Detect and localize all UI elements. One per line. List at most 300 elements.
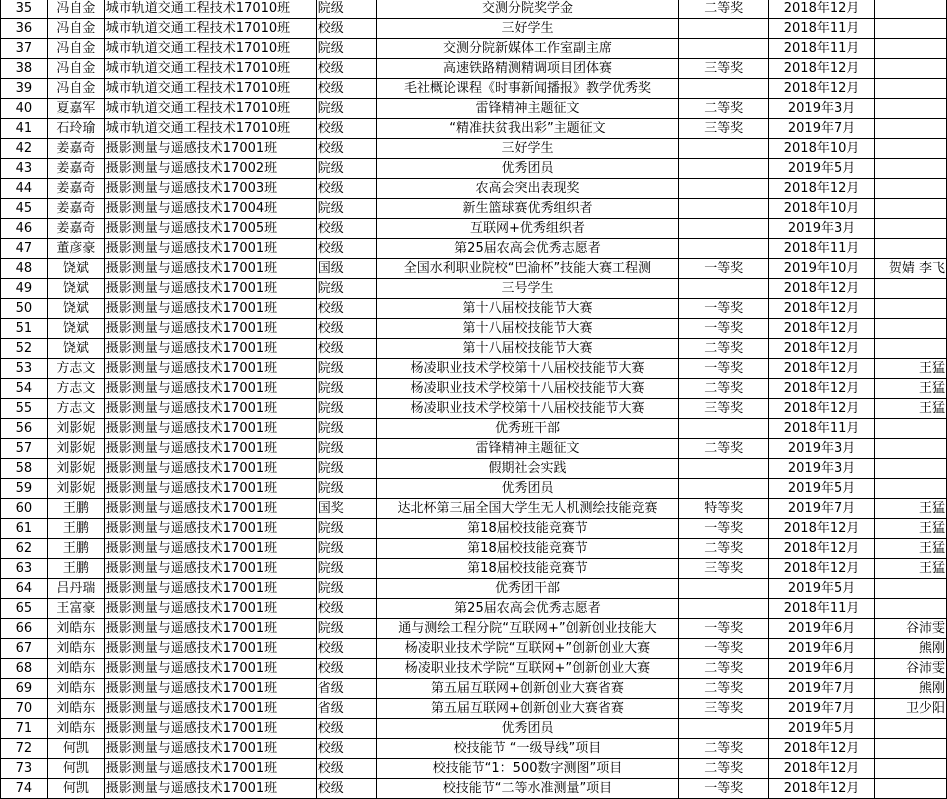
award-title-cell[interactable]: 高速铁路精测精调项目团体赛: [376, 59, 679, 79]
advisor-cell[interactable]: 王猛: [875, 359, 947, 379]
student-name-cell[interactable]: 刘皓东: [47, 619, 104, 639]
row-number-cell[interactable]: 49: [1, 279, 48, 299]
level-cell[interactable]: 院级: [316, 539, 376, 559]
award-title-cell[interactable]: 优秀团干部: [376, 579, 679, 599]
student-name-cell[interactable]: 何凯: [47, 779, 104, 799]
level-cell[interactable]: 校级: [316, 319, 376, 339]
student-name-cell[interactable]: 夏嘉军: [47, 99, 104, 119]
date-cell[interactable]: 2019年6月: [769, 659, 875, 679]
advisor-cell[interactable]: [875, 19, 947, 39]
row-number-cell[interactable]: 59: [1, 479, 48, 499]
level-cell[interactable]: 校级: [316, 659, 376, 679]
award-grade-cell[interactable]: 二等奖: [679, 759, 769, 779]
date-cell[interactable]: 2018年11月: [769, 19, 875, 39]
award-grade-cell[interactable]: [679, 719, 769, 739]
award-grade-cell[interactable]: 三等奖: [679, 399, 769, 419]
class-cell[interactable]: 城市轨道交通工程技术17010班: [104, 39, 316, 59]
level-cell[interactable]: 院级: [316, 619, 376, 639]
student-name-cell[interactable]: 刘皓东: [47, 639, 104, 659]
student-name-cell[interactable]: 王鹏: [47, 499, 104, 519]
row-number-cell[interactable]: 62: [1, 539, 48, 559]
advisor-cell[interactable]: [875, 719, 947, 739]
award-grade-cell[interactable]: 特等奖: [679, 499, 769, 519]
award-title-cell[interactable]: 第十八届校技能节大赛: [376, 299, 679, 319]
row-number-cell[interactable]: 35: [1, 0, 48, 19]
row-number-cell[interactable]: 69: [1, 679, 48, 699]
award-grade-cell[interactable]: 三等奖: [679, 699, 769, 719]
advisor-cell[interactable]: 谷沛雯: [875, 659, 947, 679]
class-cell[interactable]: 摄影测量与遥感技术17001班: [104, 139, 316, 159]
level-cell[interactable]: 院级: [316, 519, 376, 539]
award-title-cell[interactable]: 杨凌职业技术学校第十八届校技能节大赛: [376, 359, 679, 379]
student-name-cell[interactable]: 吕丹瑞: [47, 579, 104, 599]
award-title-cell[interactable]: 雷锋精神主题征文: [376, 439, 679, 459]
level-cell[interactable]: 省级: [316, 679, 376, 699]
date-cell[interactable]: 2019年7月: [769, 119, 875, 139]
class-cell[interactable]: 城市轨道交通工程技术17010班: [104, 119, 316, 139]
date-cell[interactable]: 2019年7月: [769, 699, 875, 719]
class-cell[interactable]: 城市轨道交通工程技术17010班: [104, 0, 316, 19]
row-number-cell[interactable]: 58: [1, 459, 48, 479]
advisor-cell[interactable]: [875, 459, 947, 479]
level-cell[interactable]: 校级: [316, 19, 376, 39]
student-name-cell[interactable]: 董彦豪: [47, 239, 104, 259]
student-name-cell[interactable]: 冯自金: [47, 39, 104, 59]
class-cell[interactable]: 城市轨道交通工程技术17010班: [104, 99, 316, 119]
student-name-cell[interactable]: 刘皓东: [47, 679, 104, 699]
advisor-cell[interactable]: [875, 179, 947, 199]
class-cell[interactable]: 摄影测量与遥感技术17001班: [104, 719, 316, 739]
date-cell[interactable]: 2018年12月: [769, 319, 875, 339]
class-cell[interactable]: 摄影测量与遥感技术17001班: [104, 479, 316, 499]
advisor-cell[interactable]: 谷沛雯: [875, 619, 947, 639]
row-number-cell[interactable]: 61: [1, 519, 48, 539]
student-name-cell[interactable]: 姜嘉奇: [47, 179, 104, 199]
award-title-cell[interactable]: 三好学生: [376, 19, 679, 39]
advisor-cell[interactable]: 卫少阳: [875, 699, 947, 719]
award-title-cell[interactable]: 优秀团员: [376, 159, 679, 179]
class-cell[interactable]: 城市轨道交通工程技术17010班: [104, 19, 316, 39]
award-title-cell[interactable]: 校技能节“1：500数字测图”项目: [376, 759, 679, 779]
date-cell[interactable]: 2018年12月: [769, 779, 875, 799]
level-cell[interactable]: 院级: [316, 0, 376, 19]
award-grade-cell[interactable]: [679, 459, 769, 479]
date-cell[interactable]: 2019年6月: [769, 639, 875, 659]
award-grade-cell[interactable]: 三等奖: [679, 59, 769, 79]
advisor-cell[interactable]: 王猛: [875, 499, 947, 519]
advisor-cell[interactable]: 王猛: [875, 399, 947, 419]
class-cell[interactable]: 摄影测量与遥感技术17001班: [104, 639, 316, 659]
advisor-cell[interactable]: [875, 299, 947, 319]
class-cell[interactable]: 摄影测量与遥感技术17003班: [104, 179, 316, 199]
advisor-cell[interactable]: [875, 599, 947, 619]
award-grade-cell[interactable]: [679, 79, 769, 99]
award-title-cell[interactable]: 第18届校技能竞赛节: [376, 539, 679, 559]
advisor-cell[interactable]: [875, 319, 947, 339]
row-number-cell[interactable]: 50: [1, 299, 48, 319]
date-cell[interactable]: 2018年12月: [769, 759, 875, 779]
date-cell[interactable]: 2018年12月: [769, 279, 875, 299]
date-cell[interactable]: 2019年5月: [769, 579, 875, 599]
award-title-cell[interactable]: 第18届校技能竞赛节: [376, 519, 679, 539]
date-cell[interactable]: 2018年12月: [769, 559, 875, 579]
advisor-cell[interactable]: [875, 759, 947, 779]
student-name-cell[interactable]: 刘皓东: [47, 659, 104, 679]
award-title-cell[interactable]: 第十八届校技能节大赛: [376, 339, 679, 359]
award-grade-cell[interactable]: 二等奖: [679, 439, 769, 459]
row-number-cell[interactable]: 44: [1, 179, 48, 199]
student-name-cell[interactable]: 王鹏: [47, 539, 104, 559]
class-cell[interactable]: 摄影测量与遥感技术17002班: [104, 159, 316, 179]
row-number-cell[interactable]: 39: [1, 79, 48, 99]
row-number-cell[interactable]: 57: [1, 439, 48, 459]
award-grade-cell[interactable]: [679, 219, 769, 239]
date-cell[interactable]: 2018年12月: [769, 59, 875, 79]
award-title-cell[interactable]: 优秀班干部: [376, 419, 679, 439]
award-title-cell[interactable]: 互联网+优秀组织者: [376, 219, 679, 239]
advisor-cell[interactable]: [875, 139, 947, 159]
award-grade-cell[interactable]: 一等奖: [679, 359, 769, 379]
date-cell[interactable]: 2019年10月: [769, 259, 875, 279]
advisor-cell[interactable]: [875, 159, 947, 179]
advisor-cell[interactable]: [875, 219, 947, 239]
student-name-cell[interactable]: 方志文: [47, 359, 104, 379]
level-cell[interactable]: 院级: [316, 579, 376, 599]
row-number-cell[interactable]: 43: [1, 159, 48, 179]
student-name-cell[interactable]: 方志文: [47, 379, 104, 399]
award-grade-cell[interactable]: [679, 599, 769, 619]
date-cell[interactable]: 2018年12月: [769, 179, 875, 199]
award-title-cell[interactable]: 第五届互联网+创新创业大赛省赛: [376, 699, 679, 719]
row-number-cell[interactable]: 70: [1, 699, 48, 719]
class-cell[interactable]: 城市轨道交通工程技术17010班: [104, 59, 316, 79]
level-cell[interactable]: 院级: [316, 419, 376, 439]
class-cell[interactable]: 摄影测量与遥感技术17001班: [104, 699, 316, 719]
date-cell[interactable]: 2019年3月: [769, 459, 875, 479]
advisor-cell[interactable]: [875, 439, 947, 459]
award-title-cell[interactable]: 交测分院新媒体工作室副主席: [376, 39, 679, 59]
level-cell[interactable]: 院级: [316, 559, 376, 579]
level-cell[interactable]: 国奖: [316, 499, 376, 519]
award-grade-cell[interactable]: [679, 479, 769, 499]
level-cell[interactable]: 国级: [316, 259, 376, 279]
student-name-cell[interactable]: 冯自金: [47, 59, 104, 79]
award-grade-cell[interactable]: 二等奖: [679, 539, 769, 559]
row-number-cell[interactable]: 71: [1, 719, 48, 739]
level-cell[interactable]: 院级: [316, 459, 376, 479]
advisor-cell[interactable]: [875, 279, 947, 299]
award-grade-cell[interactable]: 二等奖: [679, 659, 769, 679]
student-name-cell[interactable]: 饶斌: [47, 259, 104, 279]
level-cell[interactable]: 校级: [316, 599, 376, 619]
row-number-cell[interactable]: 40: [1, 99, 48, 119]
award-title-cell[interactable]: 杨凌职业技术学院“互联网+”创新创业大赛: [376, 639, 679, 659]
award-grade-cell[interactable]: 二等奖: [679, 679, 769, 699]
class-cell[interactable]: 摄影测量与遥感技术17001班: [104, 279, 316, 299]
award-title-cell[interactable]: “精准扶贫我出彩”主题征文: [376, 119, 679, 139]
date-cell[interactable]: 2018年12月: [769, 339, 875, 359]
student-name-cell[interactable]: 刘皓东: [47, 719, 104, 739]
student-name-cell[interactable]: 王鹏: [47, 519, 104, 539]
class-cell[interactable]: 摄影测量与遥感技术17001班: [104, 319, 316, 339]
award-grade-cell[interactable]: 一等奖: [679, 259, 769, 279]
class-cell[interactable]: 摄影测量与遥感技术17001班: [104, 459, 316, 479]
award-grade-cell[interactable]: 二等奖: [679, 339, 769, 359]
award-grade-cell[interactable]: 一等奖: [679, 619, 769, 639]
advisor-cell[interactable]: 贺婧 李飞: [875, 259, 947, 279]
award-grade-cell[interactable]: [679, 199, 769, 219]
award-grade-cell[interactable]: 一等奖: [679, 319, 769, 339]
level-cell[interactable]: 省级: [316, 699, 376, 719]
date-cell[interactable]: 2018年11月: [769, 239, 875, 259]
class-cell[interactable]: 摄影测量与遥感技术17001班: [104, 619, 316, 639]
row-number-cell[interactable]: 67: [1, 639, 48, 659]
award-title-cell[interactable]: 杨凌职业技术学院“互联网+”创新创业大赛: [376, 659, 679, 679]
row-number-cell[interactable]: 48: [1, 259, 48, 279]
level-cell[interactable]: 校级: [316, 339, 376, 359]
date-cell[interactable]: 2018年12月: [769, 299, 875, 319]
award-grade-cell[interactable]: [679, 279, 769, 299]
date-cell[interactable]: 2018年11月: [769, 39, 875, 59]
row-number-cell[interactable]: 63: [1, 559, 48, 579]
award-title-cell[interactable]: 交测分院奖学金: [376, 0, 679, 19]
row-number-cell[interactable]: 56: [1, 419, 48, 439]
advisor-cell[interactable]: 王猛: [875, 519, 947, 539]
row-number-cell[interactable]: 46: [1, 219, 48, 239]
award-title-cell[interactable]: 杨凌职业技术学校第十八届校技能节大赛: [376, 399, 679, 419]
date-cell[interactable]: 2018年12月: [769, 379, 875, 399]
date-cell[interactable]: 2018年12月: [769, 0, 875, 19]
class-cell[interactable]: 摄影测量与遥感技术17001班: [104, 779, 316, 799]
award-grade-cell[interactable]: 一等奖: [679, 639, 769, 659]
award-title-cell[interactable]: 杨凌职业技术学校第十八届校技能节大赛: [376, 379, 679, 399]
advisor-cell[interactable]: [875, 99, 947, 119]
row-number-cell[interactable]: 36: [1, 19, 48, 39]
row-number-cell[interactable]: 47: [1, 239, 48, 259]
row-number-cell[interactable]: 55: [1, 399, 48, 419]
class-cell[interactable]: 城市轨道交通工程技术17010班: [104, 79, 316, 99]
award-title-cell[interactable]: 雷锋精神主题征文: [376, 99, 679, 119]
class-cell[interactable]: 摄影测量与遥感技术17001班: [104, 599, 316, 619]
level-cell[interactable]: 院级: [316, 439, 376, 459]
advisor-cell[interactable]: 王猛: [875, 539, 947, 559]
award-title-cell[interactable]: 三好学生: [376, 139, 679, 159]
award-title-cell[interactable]: 通与测绘工程分院“互联网+”创新创业技能大: [376, 619, 679, 639]
award-grade-cell[interactable]: 一等奖: [679, 519, 769, 539]
level-cell[interactable]: 校级: [316, 219, 376, 239]
student-name-cell[interactable]: 饶斌: [47, 339, 104, 359]
award-title-cell[interactable]: 第25届农高会优秀志愿者: [376, 599, 679, 619]
award-grade-cell[interactable]: 二等奖: [679, 739, 769, 759]
award-grade-cell[interactable]: 二等奖: [679, 0, 769, 19]
class-cell[interactable]: 摄影测量与遥感技术17001班: [104, 519, 316, 539]
class-cell[interactable]: 摄影测量与遥感技术17001班: [104, 399, 316, 419]
advisor-cell[interactable]: [875, 779, 947, 799]
row-number-cell[interactable]: 41: [1, 119, 48, 139]
award-grade-cell[interactable]: 三等奖: [679, 559, 769, 579]
student-name-cell[interactable]: 王富豪: [47, 599, 104, 619]
level-cell[interactable]: 校级: [316, 719, 376, 739]
class-cell[interactable]: 摄影测量与遥感技术17001班: [104, 539, 316, 559]
award-grade-cell[interactable]: 二等奖: [679, 99, 769, 119]
advisor-cell[interactable]: [875, 59, 947, 79]
student-name-cell[interactable]: 刘皓东: [47, 699, 104, 719]
advisor-cell[interactable]: 王猛: [875, 559, 947, 579]
student-name-cell[interactable]: 冯自金: [47, 0, 104, 19]
award-title-cell[interactable]: 校技能节“二等水准测量”项目: [376, 779, 679, 799]
row-number-cell[interactable]: 72: [1, 739, 48, 759]
level-cell[interactable]: 院级: [316, 479, 376, 499]
award-grade-cell[interactable]: 三等奖: [679, 119, 769, 139]
student-name-cell[interactable]: 刘影妮: [47, 439, 104, 459]
date-cell[interactable]: 2019年3月: [769, 439, 875, 459]
row-number-cell[interactable]: 52: [1, 339, 48, 359]
row-number-cell[interactable]: 45: [1, 199, 48, 219]
date-cell[interactable]: 2018年11月: [769, 599, 875, 619]
level-cell[interactable]: 校级: [316, 139, 376, 159]
advisor-cell[interactable]: [875, 579, 947, 599]
award-title-cell[interactable]: 第18届校技能竞赛节: [376, 559, 679, 579]
student-name-cell[interactable]: 方志文: [47, 399, 104, 419]
award-title-cell[interactable]: 全国水利职业院校“巴渝杯”技能大赛工程测: [376, 259, 679, 279]
level-cell[interactable]: 院级: [316, 359, 376, 379]
award-grade-cell[interactable]: [679, 179, 769, 199]
advisor-cell[interactable]: 熊刚: [875, 639, 947, 659]
row-number-cell[interactable]: 66: [1, 619, 48, 639]
date-cell[interactable]: 2019年3月: [769, 99, 875, 119]
award-title-cell[interactable]: 第十八届校技能节大赛: [376, 319, 679, 339]
date-cell[interactable]: 2019年5月: [769, 479, 875, 499]
award-grade-cell[interactable]: [679, 579, 769, 599]
award-title-cell[interactable]: 优秀团员: [376, 479, 679, 499]
date-cell[interactable]: 2018年12月: [769, 519, 875, 539]
student-name-cell[interactable]: 刘影妮: [47, 459, 104, 479]
date-cell[interactable]: 2019年7月: [769, 499, 875, 519]
advisor-cell[interactable]: [875, 419, 947, 439]
class-cell[interactable]: 摄影测量与遥感技术17001班: [104, 299, 316, 319]
row-number-cell[interactable]: 60: [1, 499, 48, 519]
student-name-cell[interactable]: 石玲瑜: [47, 119, 104, 139]
student-name-cell[interactable]: 饶斌: [47, 319, 104, 339]
date-cell[interactable]: 2018年12月: [769, 359, 875, 379]
advisor-cell[interactable]: [875, 79, 947, 99]
class-cell[interactable]: 摄影测量与遥感技术17001班: [104, 379, 316, 399]
level-cell[interactable]: 校级: [316, 299, 376, 319]
award-grade-cell[interactable]: [679, 239, 769, 259]
class-cell[interactable]: 摄影测量与遥感技术17001班: [104, 499, 316, 519]
award-title-cell[interactable]: 第25届农高会优秀志愿者: [376, 239, 679, 259]
class-cell[interactable]: 摄影测量与遥感技术17001班: [104, 339, 316, 359]
award-grade-cell[interactable]: 一等奖: [679, 779, 769, 799]
advisor-cell[interactable]: [875, 0, 947, 19]
student-name-cell[interactable]: 王鹏: [47, 559, 104, 579]
advisor-cell[interactable]: [875, 239, 947, 259]
student-name-cell[interactable]: 姜嘉奇: [47, 219, 104, 239]
row-number-cell[interactable]: 64: [1, 579, 48, 599]
student-name-cell[interactable]: 何凯: [47, 759, 104, 779]
award-title-cell[interactable]: 三号学生: [376, 279, 679, 299]
row-number-cell[interactable]: 65: [1, 599, 48, 619]
date-cell[interactable]: 2019年5月: [769, 719, 875, 739]
award-title-cell[interactable]: 达北杯第三届全国大学生无人机测绘技能竞赛: [376, 499, 679, 519]
level-cell[interactable]: 校级: [316, 59, 376, 79]
row-number-cell[interactable]: 38: [1, 59, 48, 79]
date-cell[interactable]: 2019年5月: [769, 159, 875, 179]
award-title-cell[interactable]: 假期社会实践: [376, 459, 679, 479]
row-number-cell[interactable]: 54: [1, 379, 48, 399]
advisor-cell[interactable]: [875, 339, 947, 359]
award-grade-cell[interactable]: 二等奖: [679, 379, 769, 399]
class-cell[interactable]: 摄影测量与遥感技术17001班: [104, 739, 316, 759]
advisor-cell[interactable]: 熊刚: [875, 679, 947, 699]
level-cell[interactable]: 校级: [316, 79, 376, 99]
date-cell[interactable]: 2019年6月: [769, 619, 875, 639]
student-name-cell[interactable]: 何凯: [47, 739, 104, 759]
student-name-cell[interactable]: 刘影妮: [47, 419, 104, 439]
student-name-cell[interactable]: 姜嘉奇: [47, 159, 104, 179]
class-cell[interactable]: 摄影测量与遥感技术17001班: [104, 359, 316, 379]
date-cell[interactable]: 2018年10月: [769, 139, 875, 159]
row-number-cell[interactable]: 73: [1, 759, 48, 779]
level-cell[interactable]: 校级: [316, 179, 376, 199]
date-cell[interactable]: 2018年11月: [769, 419, 875, 439]
class-cell[interactable]: 摄影测量与遥感技术17001班: [104, 559, 316, 579]
row-number-cell[interactable]: 37: [1, 39, 48, 59]
award-title-cell[interactable]: 第五届互联网+创新创业大赛省赛: [376, 679, 679, 699]
row-number-cell[interactable]: 68: [1, 659, 48, 679]
student-name-cell[interactable]: 姜嘉奇: [47, 139, 104, 159]
class-cell[interactable]: 摄影测量与遥感技术17001班: [104, 259, 316, 279]
class-cell[interactable]: 摄影测量与遥感技术17001班: [104, 759, 316, 779]
class-cell[interactable]: 摄影测量与遥感技术17001班: [104, 659, 316, 679]
date-cell[interactable]: 2018年12月: [769, 539, 875, 559]
date-cell[interactable]: 2018年10月: [769, 199, 875, 219]
level-cell[interactable]: 校级: [316, 739, 376, 759]
date-cell[interactable]: 2018年12月: [769, 739, 875, 759]
row-number-cell[interactable]: 53: [1, 359, 48, 379]
award-title-cell[interactable]: 校技能节 “一级导线”项目: [376, 739, 679, 759]
level-cell[interactable]: 院级: [316, 399, 376, 419]
level-cell[interactable]: 院级: [316, 159, 376, 179]
award-title-cell[interactable]: 优秀团员: [376, 719, 679, 739]
class-cell[interactable]: 摄影测量与遥感技术17001班: [104, 239, 316, 259]
level-cell[interactable]: 校级: [316, 779, 376, 799]
award-grade-cell[interactable]: 一等奖: [679, 299, 769, 319]
award-grade-cell[interactable]: [679, 159, 769, 179]
advisor-cell[interactable]: [875, 739, 947, 759]
level-cell[interactable]: 院级: [316, 279, 376, 299]
student-name-cell[interactable]: 冯自金: [47, 79, 104, 99]
award-grade-cell[interactable]: [679, 19, 769, 39]
class-cell[interactable]: 摄影测量与遥感技术17001班: [104, 419, 316, 439]
student-name-cell[interactable]: 饶斌: [47, 299, 104, 319]
award-title-cell[interactable]: 毛社概论课程《时事新闻播报》教学优秀奖: [376, 79, 679, 99]
date-cell[interactable]: 2019年7月: [769, 679, 875, 699]
date-cell[interactable]: 2018年12月: [769, 399, 875, 419]
row-number-cell[interactable]: 42: [1, 139, 48, 159]
student-name-cell[interactable]: 饶斌: [47, 279, 104, 299]
class-cell[interactable]: 摄影测量与遥感技术17001班: [104, 679, 316, 699]
row-number-cell[interactable]: 51: [1, 319, 48, 339]
level-cell[interactable]: 院级: [316, 199, 376, 219]
level-cell[interactable]: 校级: [316, 759, 376, 779]
level-cell[interactable]: 院级: [316, 99, 376, 119]
student-name-cell[interactable]: 冯自金: [47, 19, 104, 39]
advisor-cell[interactable]: [875, 479, 947, 499]
advisor-cell[interactable]: [875, 39, 947, 59]
level-cell[interactable]: 校级: [316, 639, 376, 659]
row-number-cell[interactable]: 74: [1, 779, 48, 799]
